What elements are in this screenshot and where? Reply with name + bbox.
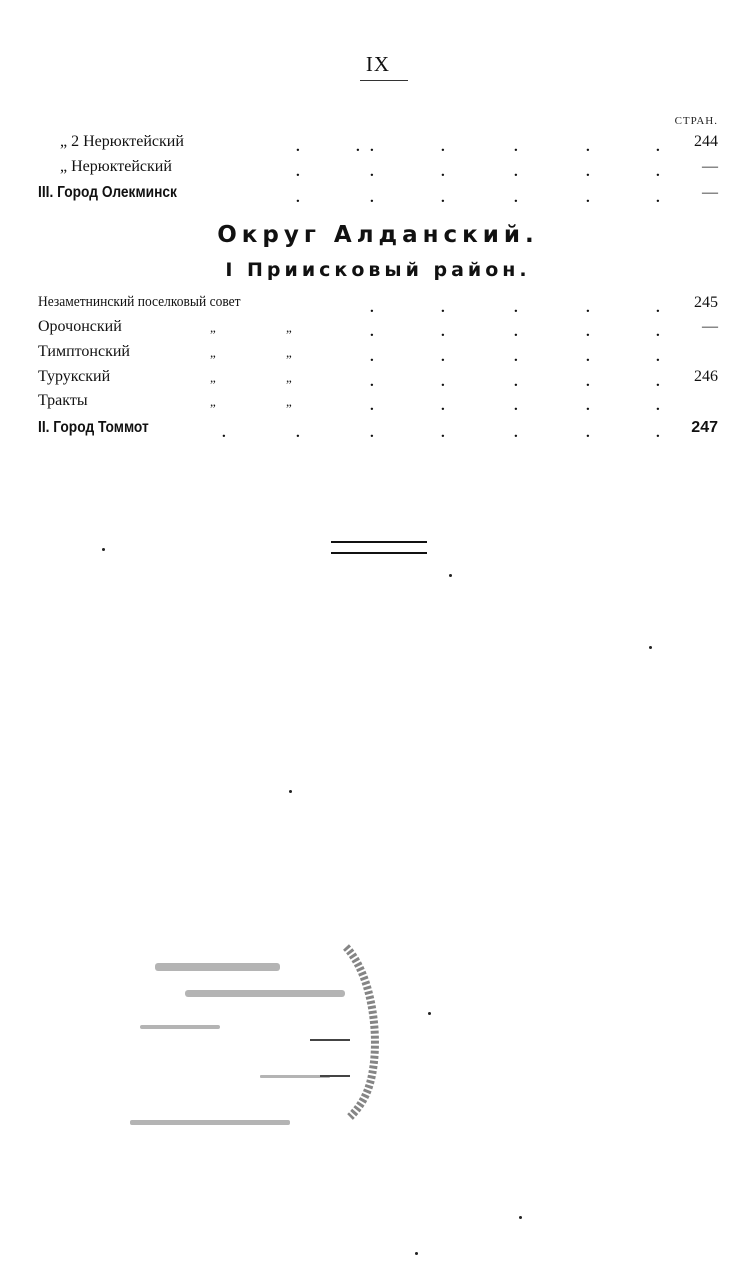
scan-speck [449,574,452,577]
scan-speck [415,1252,418,1255]
toc-row-label: II. Город Томмот [38,419,149,436]
ditto-mark: „ [286,345,292,360]
page-number: IX [365,52,391,76]
ditto-mark: „ [286,320,292,335]
toc-row-page: 244 [694,133,718,150]
leader-dots: . . . . . . [296,190,660,206]
toc-row-label: Турукский [38,368,111,385]
scan-speck [428,1012,431,1015]
leader-dots: . . . . . [370,374,660,390]
scan-speck [102,548,105,551]
district-subheading: I Приисковый район. [225,259,531,281]
section-end-double-rule [331,541,427,554]
toc-row-label: Незаметнинский поселковый совет [38,294,241,310]
page-column-header: СТРАН. [674,115,718,127]
scan-speck [289,790,292,793]
toc-row [0,343,756,369]
leader-dots: . . . . . [370,300,660,316]
toc-row [0,419,756,445]
leader-dots: . . . . . [370,349,660,365]
ditto-mark: „ [286,394,292,409]
leader-dots: . . . . . . [296,164,660,180]
toc-row-label: „ 2 Нерюктейский [60,133,184,150]
library-stamp [110,935,410,1135]
ditto-mark: „ [210,345,216,360]
toc-row-page: — [702,158,718,175]
leader-dots: . . . . . . . [222,425,660,441]
page-number-underline [360,80,408,81]
district-heading: Округ Алданский. [217,222,539,248]
toc-row-label: Орочонский [38,318,122,335]
toc-row-page: — [702,318,718,335]
toc-row [0,294,756,320]
toc-row-page: 245 [694,294,718,311]
scan-speck [519,1216,522,1219]
leader-dots: . . . . . . . [296,139,660,155]
toc-row-page: 246 [694,368,718,385]
toc-row-page: — [702,184,718,201]
scan-speck [649,646,652,649]
toc-row-label: „ Нерюктейский [60,158,172,175]
toc-row [0,184,756,210]
toc-row-page: 247 [691,419,718,436]
ditto-mark: „ [286,370,292,385]
toc-row [0,158,756,184]
toc-row-label: III. Город Олекминск [38,184,177,201]
toc-row-label: Тимптонский [38,343,130,360]
leader-dots: . . . . . [370,398,660,414]
ditto-mark: „ [210,394,216,409]
ditto-mark: „ [210,370,216,385]
toc-row [0,133,756,159]
toc-row [0,392,756,418]
ditto-mark: „ [210,320,216,335]
leader-dots: . . . . . [370,324,660,340]
toc-row-label: Тракты [38,392,88,409]
toc-row [0,318,756,344]
toc-row [0,368,756,394]
